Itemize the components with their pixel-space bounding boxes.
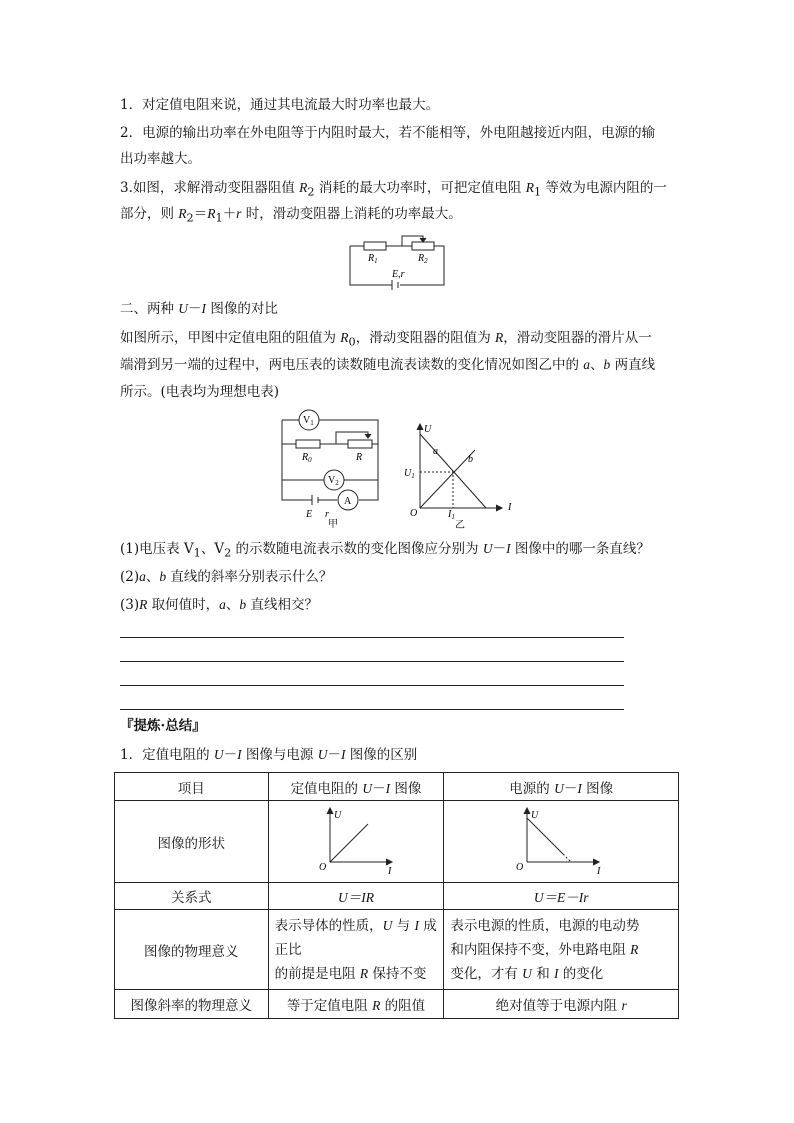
question-3: (3)R 取何值时，a、b 直线相交？ [120,597,318,613]
table-cell-label: 关系式 [115,883,269,910]
table-cell-resistor-meaning: 表示导体的性质，U 与 I 成正比 的前提是电阻 R 保持不变 [268,910,444,990]
answer-line[interactable] [120,685,624,686]
graph-yi-line-a: a [433,446,438,457]
table-cell-source-formula: U＝E－Ir [444,883,679,910]
figA-ammeter: A [344,496,352,507]
table-cell-label: 图像的物理意义 [115,910,269,990]
figA-e: E [306,509,313,520]
table-cell-resistor-slope: 等于定值电阻 R 的阻值 [268,990,444,1019]
table-cell-label: 图像斜率的物理意义 [115,990,269,1019]
question-1: (1)电压表 $V_1$、$V_2$ 的示数随电流表示数的变化图像应分别为 U－I 图像中的哪一条直线？ [120,541,650,560]
graph-yi-i-axis: I [508,502,512,513]
graph-i-label: I [597,865,601,876]
table-header-item: 项目 [115,773,269,801]
table-header-source: 电源的 U－I 图像 [444,773,679,801]
graph-yi-u-axis: U [424,424,432,435]
table-cell-source-slope: 绝对值等于电源内阻 r [444,990,679,1019]
figA-caption: 甲 [328,519,338,530]
circuit1-r2: $R_2$ [418,253,428,265]
graph-yi-origin: O [410,508,418,519]
circuit1-er: E,r [392,269,405,280]
table-row [115,910,679,990]
table-row [115,801,679,883]
graph-yi-line-b: b [468,454,473,465]
table-cell-resistor-formula: U＝IR [268,883,444,910]
section2-intro-1: 如图所示，甲图中定值电阻的阻值为 $R_0$，滑动变阻器的阻值为 R，滑动变阻器的滑片从一 [120,330,652,349]
table-row [115,990,679,1019]
graph-origin: O [318,861,327,873]
graph-yi-i1: $I_1$ [448,509,455,521]
figA-r0: $R_0$ [302,452,312,464]
circuit-diagram-jia [272,404,392,530]
point-1: 1．对定值电阻来说，通过其电流最大时功率也最大。 [120,97,440,113]
table-row [115,883,679,910]
figA-r-internal: r [325,509,329,520]
table-cell-resistor-graph [268,801,444,883]
table-header-resistor: 定值电阻的 U－I 图像 [268,773,444,801]
summary-item-1: 1．定值电阻的 U－I 图像与电源 U－I 图像的区别 [120,747,418,763]
circuit-diagram-1 [340,230,460,292]
graph-yi-caption: 乙 [455,520,465,531]
graph-origin: O [516,861,524,873]
table-header-row [115,773,679,801]
source-ui-graph [511,804,611,876]
graph-yi [400,420,522,532]
answer-line[interactable] [120,661,624,662]
summary-title: 『提炼·总结』 [120,718,206,734]
figA-v1: $V_1$ [303,415,314,427]
graph-u-label: U [333,809,342,821]
answer-line[interactable] [120,709,624,710]
resistor-ui-graph [308,804,404,876]
section2-intro-3: 所示。(电表均为理想电表) [120,384,280,400]
graph-u-label: U [531,809,539,821]
section2-heading: 二、两种 U－I 图像的对比 [120,301,278,317]
table-cell-source-meaning: 表示电源的性质，电源的电动势 和内阻保持不变，外电路电阻 R 变化，才有 U 和 I 的变化 [444,910,679,990]
point-3-line2: 部分，则 $R_2=R_1+r$ 时，滑动变阻器上消耗的功率最大。 [120,206,462,225]
graph-yi-u1: $U_1$ [404,468,415,480]
figA-v2: $V_2$ [328,475,339,487]
comparison-table [114,772,679,1019]
point-2-line1: 2．电源的输出功率在外电阻等于内阻时最大，若不能相等，外电阻越接近内阻，电源的输 [120,125,656,141]
section2-intro-2: 端滑到另一端的过程中，两电压表的读数随电流表读数的变化情况如图乙中的 a、b 两直线 [120,357,656,373]
point-3-line1: 3.如图，求解滑动变阻器阻值 $R_2$ 消耗的最大功率时，可把定值电阻 $R_1$ 等效为电源内阻的一 [120,180,667,199]
table-cell-source-graph [444,801,679,883]
circuit1-r1: $R_1$ [368,253,378,265]
figA-r: R [356,452,363,463]
table-cell-label: 图像的形状 [115,801,269,883]
question-2: (2)a、b 直线的斜率分别表示什么？ [120,569,333,585]
graph-i-label: I [387,865,392,876]
answer-line[interactable] [120,637,624,638]
point-2-line2: 出功率越大。 [120,151,201,167]
